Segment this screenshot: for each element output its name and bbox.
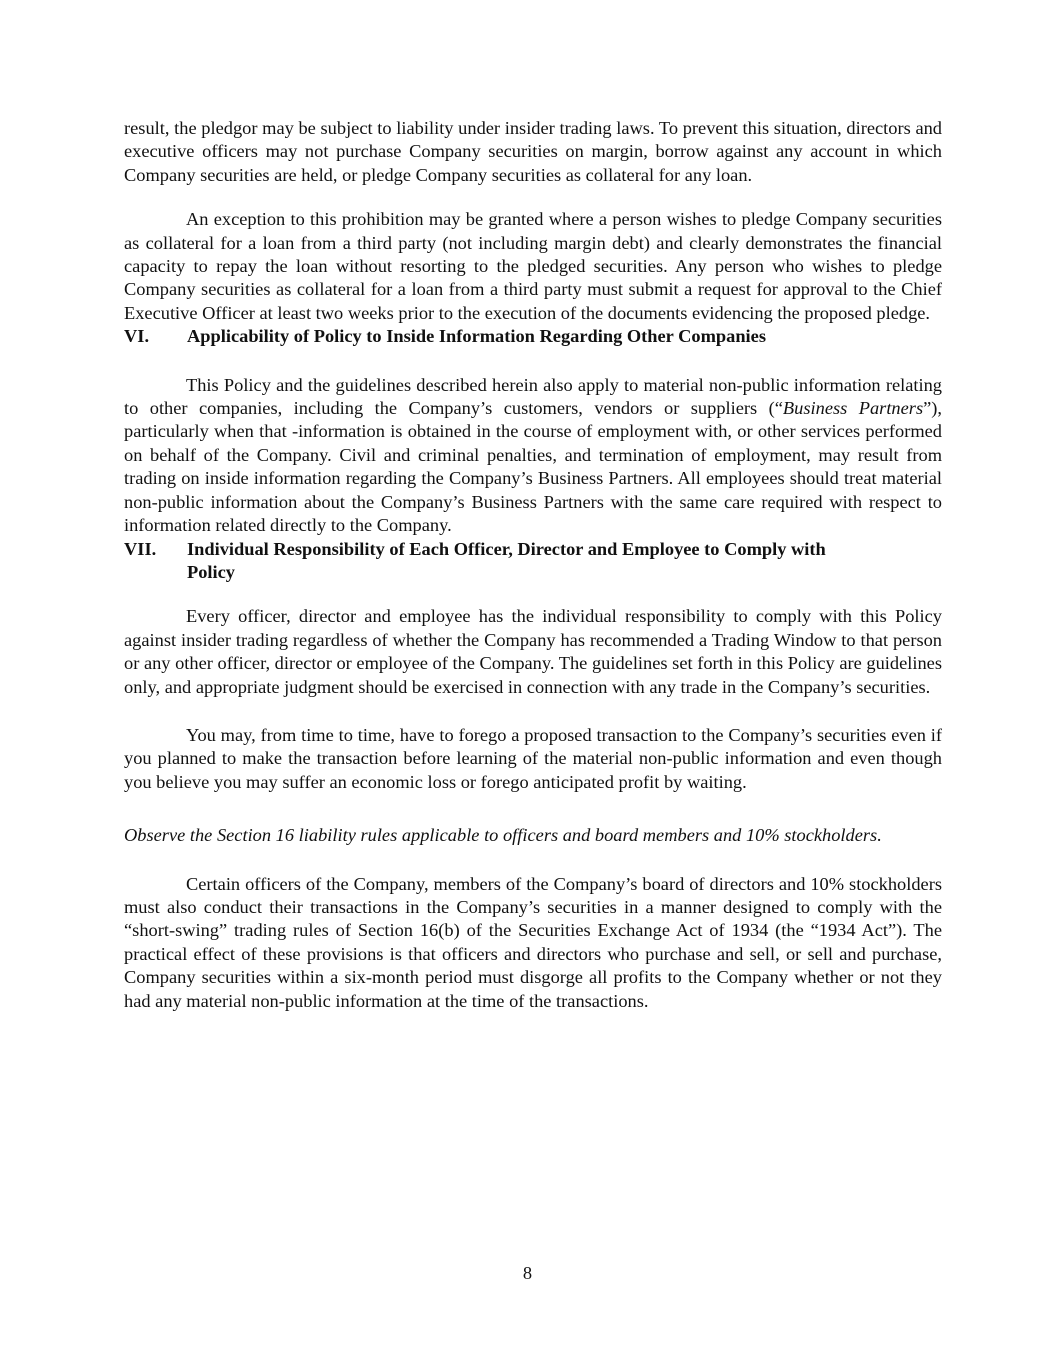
paragraph-other-companies [124, 374, 942, 538]
paragraph-other-companies-part2: ”), particularly when that -information is obtained in the course of employment with, or other services performed on behalf of the Company. Civil and criminal penalties, and termination of employment, may result from trading on inside information regarding the Company’s Business Partners. All employees should treat material non-public information about the Company’s Business Partners with the same care required with respect to information related directly to the Company. [124, 398, 942, 536]
section-number-vi: VI. [124, 326, 150, 347]
paragraph-short-swing-rules: Certain officers of the Company, members of the Company’s board of directors and 10% stockholders must also conduct their transactions in the Company’s securities in a manner designed to comply with the “short-swing” trading rules of Section 16(b) of the Securities Exchange Act of 1934 (the “1934 Act”). The practical effect of these provisions is that officers and directors who purchase and sell, or sell and purchase, Company securities within a six-month period must disgorge all profits to the Company whether or not they had any material non-public information at the time of the transactions. [124, 873, 942, 1011]
paragraph-individual-responsibility: Every officer, director and employee has the individual responsibility to comply with this Policy against insider trading regardless of whether the Company has recommended a Trading Window to that person or any other officer, director or employee of the Company. The guidelines set forth in this Policy are guidelines only, and appropriate judgment should be exercised in connection with any trade in the Company’s securities. [124, 606, 942, 697]
section-heading-vii [124, 538, 942, 585]
section-heading-vi [124, 325, 942, 348]
subheading-section-16: Observe the Section 16 liability rules applicable to officers and board members and 10% stockholders. [124, 825, 882, 846]
paragraph-pledge-exception: An exception to this prohibition may be granted where a person wishes to pledge Company securities as collateral for a loan from a third party (not including margin debt) and clearly demonstrates the financial capacity to repay the loan without resorting to the pledged securities. Any person who wishes to pledge Company securities as collateral for a loan from a third party must submit a request for approval to the Chief Executive Officer at least two weeks prior to the execution of the documents evidencing the proposed pledge. [124, 209, 942, 323]
section-number-vii: VII. [124, 538, 157, 559]
paragraph-pledge-prohibition: result, the pledgor may be subject to liability under insider trading laws. To prevent this situation, directors and executive officers may not purchase Company securities on margin, borrow against any account in which Company securities are held, or pledge Company securities as collateral for any loan. [124, 118, 942, 185]
page-number: 8 [522, 1263, 533, 1283]
paragraph-other-companies-part1: This Policy and the guidelines described herein also apply to material non-public information relating to other companies, including the Company’s customers, vendors or suppliers (“ [124, 374, 942, 419]
paragraph-forego-transaction: You may, from time to time, have to forego a proposed transaction to the Company’s securities even if you planned to make the transaction before learning of the material non-public information and even though you believe you may suffer an economic loss or forego anticipated profit by waiting. [124, 724, 942, 792]
section-title-vii: Individual Responsibility of Each Officer, Director and Employee to Comply with Policy [187, 538, 826, 582]
document-page [124, 117, 942, 1013]
section-title-vi: Applicability of Policy to Inside Information Regarding Other Companies [187, 326, 766, 347]
business-partners-term: Business Partners [782, 398, 924, 419]
